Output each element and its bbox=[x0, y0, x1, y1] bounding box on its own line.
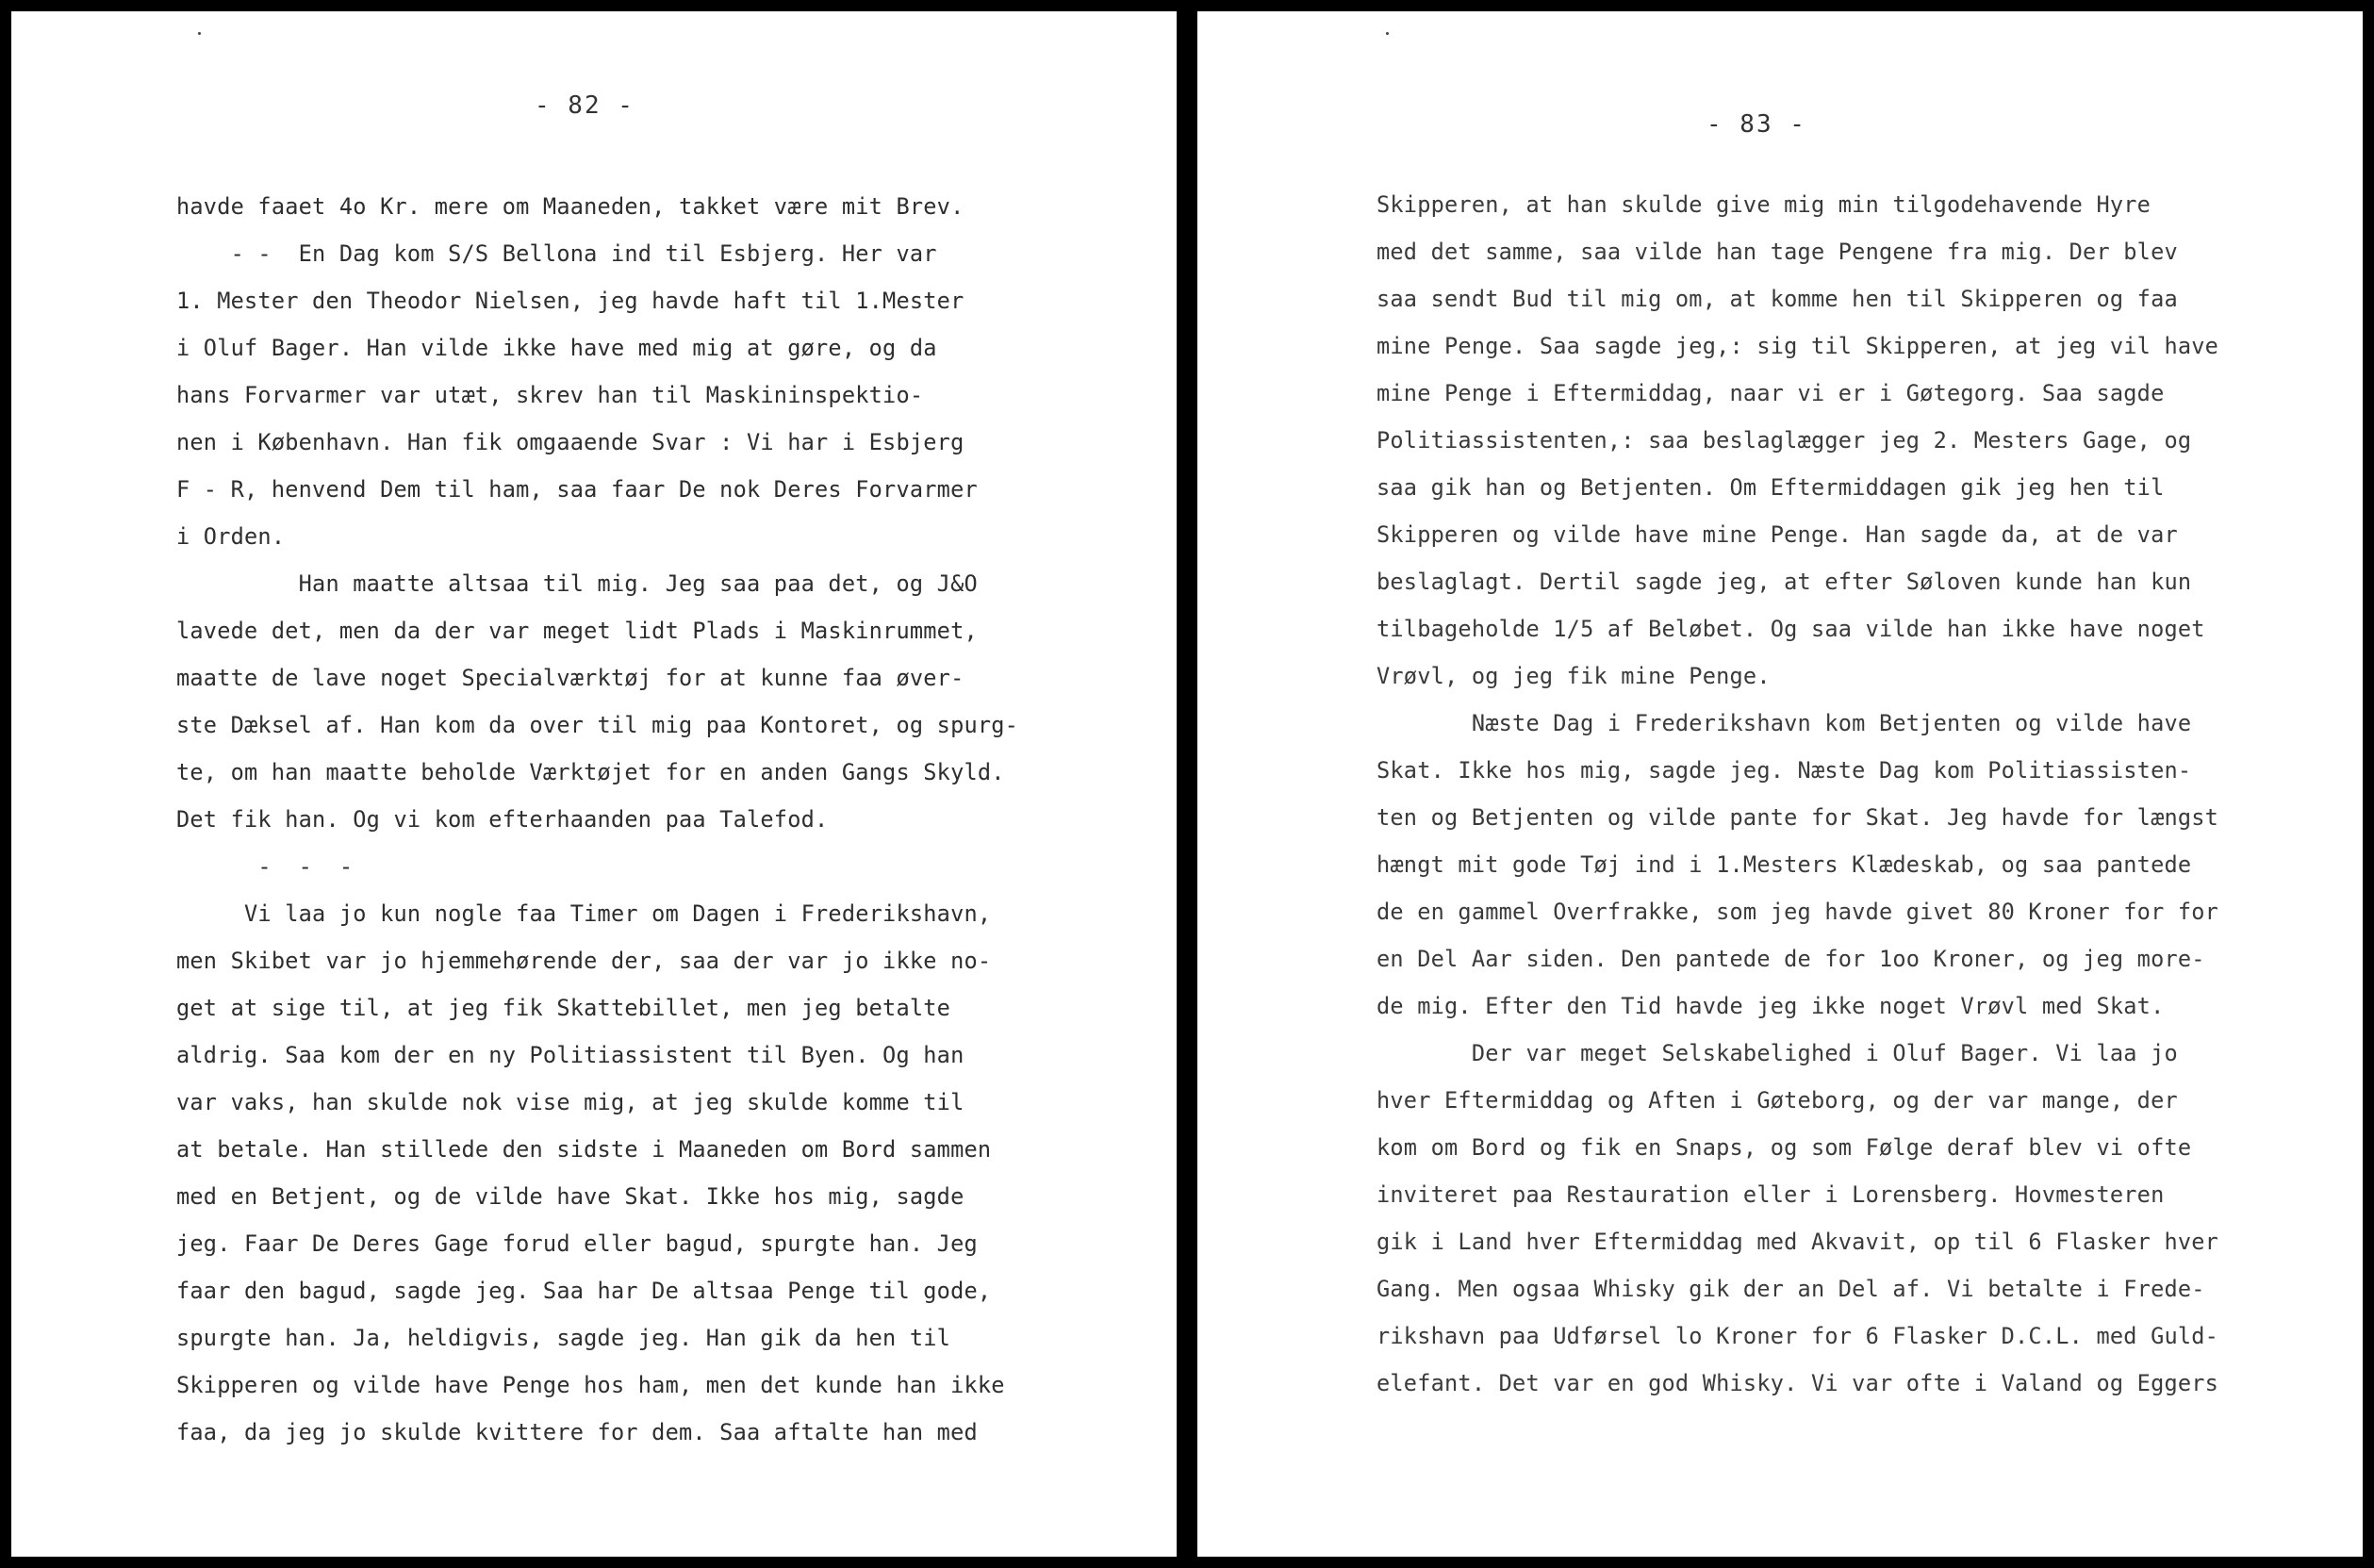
typewritten-text bbox=[1377, 181, 2218, 1407]
text-line: elefant. Det var en god Whisky. Vi var ofte i Valand og Eggers bbox=[1377, 1370, 2219, 1396]
text-line: hans Forvarmer var utæt, skrev han til Maskininspektio- bbox=[176, 382, 924, 408]
text-line: maatte de lave noget Specialværktøj for at kunne faa øver- bbox=[176, 665, 964, 691]
text-line: saa gik han og Betjenten. Om Eftermiddagen gik jeg hen til bbox=[1377, 474, 2165, 501]
text-line: Vrøvl, og jeg fik mine Penge. bbox=[1377, 663, 1771, 689]
text-line: te, om han maatte beholde Værktøjet for en anden Gangs Skyld. bbox=[176, 759, 1005, 785]
right-page bbox=[1197, 11, 2363, 1557]
text-line: nen i København. Han fik omgaaende Svar : Vi har i Esbjerg bbox=[176, 429, 964, 455]
text-line: jeg. Faar De Deres Gage forud eller bagud, spurgte han. Jeg bbox=[176, 1230, 978, 1257]
text-line: - - En Dag kom S/S Bellona ind til Esbjerg. Her var bbox=[176, 240, 937, 267]
text-line: Skipperen, at han skulde give mig min tilgodehavende Hyre bbox=[1377, 191, 2151, 218]
text-line: spurgte han. Ja, heldigvis, sagde jeg. Han gik da hen til bbox=[176, 1325, 951, 1351]
text-line: F - R, henvend Dem til ham, saa faar De nok Deres Forvarmer bbox=[176, 476, 978, 503]
text-line: faar den bagud, sagde jeg. Saa har De altsaa Penge til gode, bbox=[176, 1278, 992, 1304]
text-line: mine Penge. Saa sagde jeg,: sig til Skipperen, at jeg vil have bbox=[1377, 333, 2219, 359]
text-line: faa, da jeg jo skulde kvittere for dem. Saa aftalte han med bbox=[176, 1419, 978, 1445]
page-speck bbox=[1386, 32, 1389, 35]
text-line: Vi laa jo kun nogle faa Timer om Dagen i Frederikshavn, bbox=[176, 900, 992, 927]
text-line: tilbageholde 1/5 af Beløbet. Og saa vilde han ikke have noget bbox=[1377, 616, 2205, 642]
text-line: Politiassistenten,: saa beslaglægger jeg 2. Mesters Gage, og bbox=[1377, 427, 2192, 454]
text-line: lavede det, men da der var meget lidt Plads i Maskinrummet, bbox=[176, 618, 978, 644]
page-number: - 83 - bbox=[1706, 110, 1806, 139]
text-line: men Skibet var jo hjemmehørende der, saa der var jo ikke no- bbox=[176, 948, 992, 974]
text-line: i Oluf Bager. Han vilde ikke have med mig at gøre, og da bbox=[176, 335, 937, 361]
text-line: Skat. Ikke hos mig, sagde jeg. Næste Dag kom Politiassisten- bbox=[1377, 757, 2192, 784]
text-line: gik i Land hver Eftermiddag med Akvavit, op til 6 Flasker hver bbox=[1377, 1229, 2219, 1255]
text-line: saa sendt Bud til mig om, at komme hen til Skipperen og faa bbox=[1377, 286, 2178, 312]
text-line: de mig. Efter den Tid havde jeg ikke noget Vrøvl med Skat. bbox=[1377, 993, 2165, 1019]
text-line: rikshavn paa Udførsel lo Kroner for 6 Flasker D.C.L. med Guld- bbox=[1377, 1323, 2219, 1349]
text-line: mine Penge i Eftermiddag, naar vi er i Gøtegorg. Saa sagde bbox=[1377, 380, 2165, 406]
text-line: hver Eftermiddag og Aften i Gøteborg, og der var mange, der bbox=[1377, 1087, 2178, 1114]
page-speck bbox=[198, 32, 201, 35]
text-line: Det fik han. Og vi kom efterhaanden paa Talefod. bbox=[176, 806, 829, 833]
text-line: ten og Betjenten og vilde pante for Skat. Jeg havde for længst bbox=[1377, 804, 2219, 831]
text-line: Skipperen og vilde have mine Penge. Han sagde da, at de var bbox=[1377, 521, 2178, 548]
left-page bbox=[11, 11, 1177, 1557]
text-line: var vaks, han skulde nok vise mig, at jeg skulde komme til bbox=[176, 1089, 964, 1115]
text-line: havde faaet 4o Kr. mere om Maaneden, takket være mit Brev. bbox=[176, 193, 964, 220]
text-line: inviteret paa Restauration eller i Lorensberg. Hovmesteren bbox=[1377, 1181, 2165, 1208]
text-line: i Orden. bbox=[176, 523, 286, 550]
text-line: at betale. Han stillede den sidste i Maaneden om Bord sammen bbox=[176, 1136, 992, 1163]
text-line: med en Betjent, og de vilde have Skat. Ikke hos mig, sagde bbox=[176, 1183, 964, 1210]
text-line: ste Dæksel af. Han kom da over til mig paa Kontoret, og spurg- bbox=[176, 712, 1019, 738]
page-number: - 82 - bbox=[535, 91, 635, 120]
text-line: Gang. Men ogsaa Whisky gik der an Del af. Vi betalte i Frede- bbox=[1377, 1276, 2205, 1302]
text-line: kom om Bord og fik en Snaps, og som Følge deraf blev vi ofte bbox=[1377, 1134, 2192, 1161]
text-line: Skipperen og vilde have Penge hos ham, men det kunde han ikke bbox=[176, 1372, 1005, 1398]
text-line: hængt mit gode Tøj ind i 1.Mesters Klædeskab, og saa pantede bbox=[1377, 851, 2192, 878]
typewritten-text bbox=[176, 183, 1018, 1456]
text-line: aldrig. Saa kom der en ny Politiassistent til Byen. Og han bbox=[176, 1042, 964, 1068]
text-line: en Del Aar siden. Den pantede de for 1oo Kroner, og jeg more- bbox=[1377, 946, 2205, 972]
text-line: beslaglagt. Dertil sagde jeg, at efter Søloven kunde han kun bbox=[1377, 569, 2192, 595]
text-line: Næste Dag i Frederikshavn kom Betjenten og vilde have bbox=[1377, 710, 2192, 736]
text-line: - - - bbox=[176, 853, 354, 880]
text-line: de en gammel Overfrakke, som jeg havde givet 80 Kroner for for bbox=[1377, 899, 2219, 925]
text-line: 1. Mester den Theodor Nielsen, jeg havde haft til 1.Mester bbox=[176, 288, 964, 314]
text-line: med det samme, saa vilde han tage Pengene fra mig. Der blev bbox=[1377, 239, 2178, 265]
text-line: Der var meget Selskabelighed i Oluf Bager. Vi laa jo bbox=[1377, 1040, 2178, 1066]
text-line: Han maatte altsaa til mig. Jeg saa paa det, og J&O bbox=[176, 570, 978, 597]
text-line: get at sige til, at jeg fik Skattebillet, men jeg betalte bbox=[176, 995, 951, 1021]
